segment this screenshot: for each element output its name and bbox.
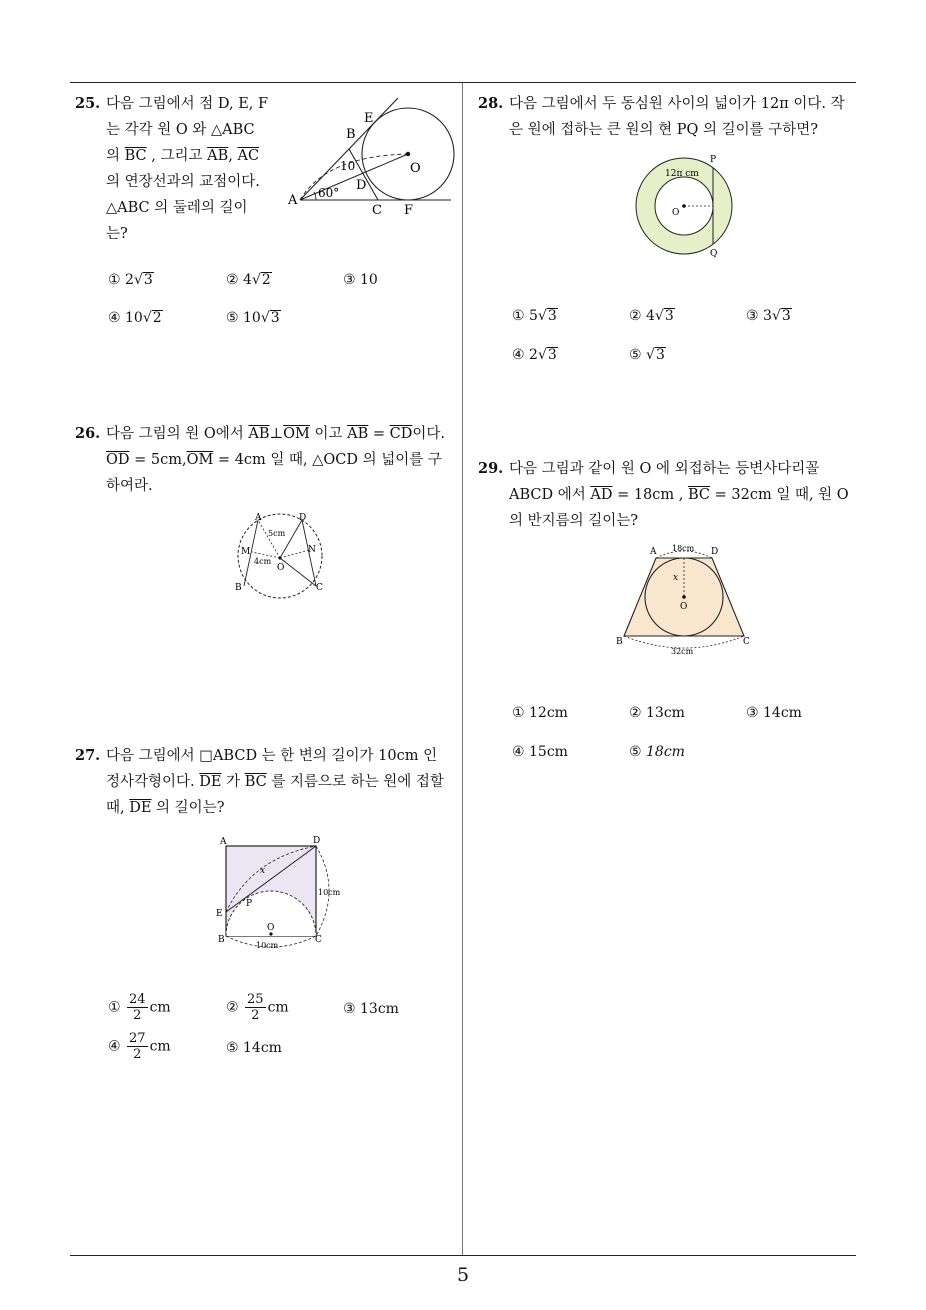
label-P: P: [246, 899, 253, 909]
figure-26: [232, 508, 332, 604]
label-Q: Q: [710, 249, 718, 259]
question-text: 의 연장선과의 교점이다.: [106, 174, 260, 190]
label-B: B: [346, 127, 356, 142]
option-3[interactable]: ③ 10: [343, 272, 378, 288]
label-4cm: 4cm: [254, 557, 272, 566]
option-5[interactable]: ⑤ 10√3: [226, 310, 280, 326]
option-1[interactable]: ① 2√3: [108, 272, 153, 288]
label-E: E: [216, 909, 223, 919]
label-A: A: [255, 513, 262, 523]
question-text: 의 $\overline{BC}$ , 그리고 $\overline{AB}$, $\overline{AC}$: [106, 148, 260, 164]
label-C: C: [743, 637, 750, 647]
label-C: C: [316, 583, 323, 593]
option-3[interactable]: ③ 13cm: [343, 1001, 399, 1017]
question-text: 다음 그림에서 점 D, E, F: [106, 96, 269, 112]
option-4[interactable]: ④ $\frac{27}{2}$ cm: [108, 1031, 171, 1062]
question-text: 다음 그림에서 □ABCD 는 한 변의 길이가 10cm 인: [106, 748, 438, 764]
label-right-length: 10cm: [318, 888, 341, 897]
label-B: B: [218, 935, 225, 945]
column-divider: [462, 83, 463, 1255]
question-text: $\overline{OD} = 5cm,\overline{OM} = 4cm$ 일 때, △OCD 의 넓이를 구: [106, 452, 442, 468]
question-text: 다음 그림에서 두 동심원 사이의 넓이가 12π 이다. 작: [509, 96, 845, 112]
bottom-rule: [70, 1255, 856, 1256]
label-A: A: [650, 547, 657, 557]
figure-29: [612, 540, 762, 660]
label-M: M: [241, 547, 251, 557]
label-C: C: [315, 935, 322, 945]
label-C: C: [372, 203, 382, 218]
page-number: 5: [456, 1264, 470, 1286]
label-D: D: [711, 547, 719, 557]
question-text: ABCD 에서 $\overline{AD} = 18cm$ , $\overline{BC} = 32cm$ 일 때, 원 O: [509, 487, 849, 503]
question-text: 정사각형이다. $\overline{DE}$ 가 $\overline{BC}$ 를 지름으로 하는 원에 접할: [106, 774, 444, 790]
label-A: A: [288, 193, 298, 208]
option-1[interactable]: ① $\frac{24}{2}$ cm: [108, 992, 171, 1023]
label-x: x: [260, 866, 266, 876]
label-bottom-length: 32cm: [671, 647, 694, 656]
label-A: A: [220, 837, 227, 847]
option-5[interactable]: ⑤ 18cm: [629, 744, 685, 760]
option-5[interactable]: ⑤ 14cm: [226, 1040, 282, 1056]
label-5cm: 5cm: [268, 529, 286, 538]
option-1[interactable]: ① 5√3: [512, 308, 557, 324]
question-text: 의 반지름의 길이는?: [509, 513, 639, 529]
label-D: D: [313, 836, 321, 846]
label-O: O: [410, 161, 421, 176]
label-O: O: [277, 563, 285, 573]
question-text: 다음 그림과 같이 원 O 에 외접하는 등변사다리꼴: [509, 461, 820, 477]
question-number: 25.: [75, 95, 101, 112]
label-F: F: [404, 203, 414, 218]
option-2[interactable]: ② 4√3: [629, 308, 674, 324]
option-1[interactable]: ① 12cm: [512, 705, 568, 721]
label-bottom-length: 10cm: [256, 941, 279, 950]
option-2[interactable]: ② 13cm: [629, 705, 685, 721]
question-text: 때, $\overline{DE}$ 의 길이는?: [106, 800, 225, 816]
label-P: P: [710, 155, 717, 165]
figure-28: [628, 150, 740, 262]
option-2[interactable]: ② 4√2: [226, 272, 271, 288]
question-text: 은 원에 접하는 큰 원의 현 PQ 의 길이를 구하면?: [509, 122, 819, 138]
question-text: 하여라.: [106, 478, 153, 494]
label-D: D: [356, 178, 367, 193]
label-top-length: 18cm: [672, 544, 695, 553]
option-5[interactable]: ⑤ √3: [629, 347, 665, 363]
option-4[interactable]: ④ 15cm: [512, 744, 568, 760]
top-rule: [70, 82, 856, 83]
figure-25: [286, 96, 466, 220]
question-text: △ABC 의 둘레의 길이: [106, 200, 248, 216]
question-text: 다음 그림의 원 O에서 $\overline{AB}\perp\overline{OM}$ 이고 $\overline{AB} = \overline{CD}$이다.: [106, 426, 446, 442]
label-angle: 60°: [318, 186, 340, 200]
label-O: O: [680, 602, 688, 612]
option-4[interactable]: ④ 10√2: [108, 310, 162, 326]
option-2[interactable]: ② $\frac{25}{2}$ cm: [226, 992, 289, 1023]
question-number: 27.: [75, 747, 101, 764]
question-number: 26.: [75, 425, 101, 442]
label-B: B: [616, 637, 623, 647]
question-text: 는 각각 원 O 와 △ABC: [106, 122, 255, 138]
label-O: O: [672, 208, 680, 218]
label-B: B: [235, 583, 242, 593]
label-D: D: [299, 513, 307, 523]
label-E: E: [364, 111, 374, 126]
option-4[interactable]: ④ 2√3: [512, 347, 557, 363]
option-3[interactable]: ③ 3√3: [746, 308, 791, 324]
label-O: O: [267, 923, 275, 933]
label-length: 10: [340, 159, 356, 173]
question-number: 28.: [478, 95, 504, 112]
label-area: 12π cm: [665, 169, 699, 179]
figure-27: [212, 830, 352, 952]
option-3[interactable]: ③ 14cm: [746, 705, 802, 721]
label-x: x: [673, 573, 679, 583]
question-text: 는?: [106, 226, 128, 242]
label-N: N: [308, 545, 316, 555]
question-number: 29.: [478, 460, 504, 477]
